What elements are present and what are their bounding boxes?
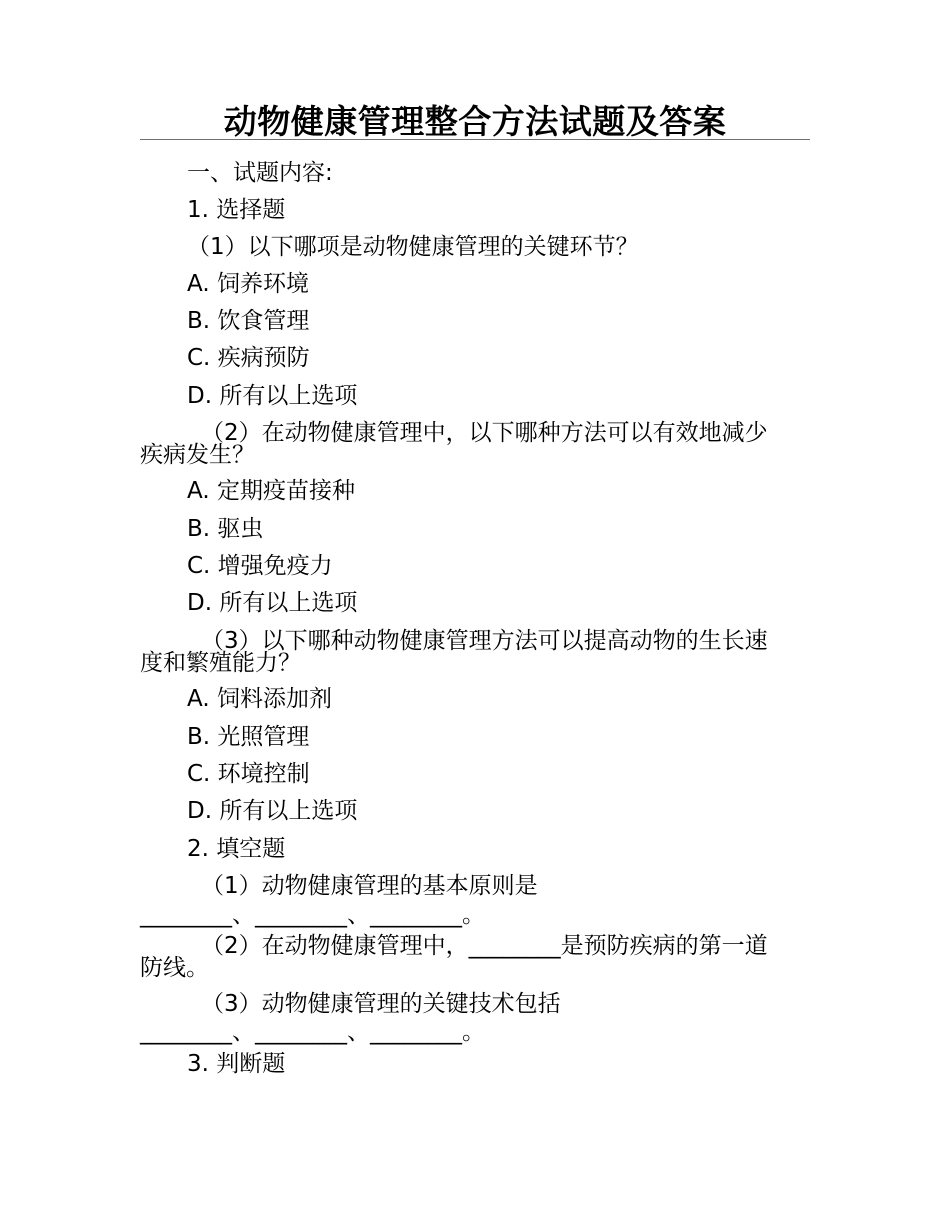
part1-heading: 1. 选择题 [187,197,286,223]
section-heading: 一、试题内容: [187,160,333,186]
q3-option-d: D. 所有以上选项 [187,798,358,824]
part2-heading: 2. 填空题 [187,836,286,862]
q3-stem-line1: （3）以下哪种动物健康管理方法可以提高动物的生长速 [201,628,768,654]
fill-q3-line1: （3）动物健康管理的关键技术包括 [201,991,561,1017]
q1-option-b: B. 饮食管理 [187,308,310,334]
page-title: 动物健康管理整合方法试题及答案 [223,102,727,141]
q2-stem-line1: （2）在动物健康管理中，以下哪种方法可以有效地减少 [201,420,768,446]
q1-option-a: A. 饲养环境 [187,271,309,297]
fill-q1-line1: （1）动物健康管理的基本原则是 [201,873,538,899]
q2-option-c: C. 增强免疫力 [187,553,333,579]
fill-q2-line1: （2）在动物健康管理中，________是预防疾病的第一道 [201,933,768,959]
q2-option-b: B. 驱虫 [187,516,264,542]
q3-option-b: B. 光照管理 [187,724,310,750]
fill-q3-line2: ________、________、________。 [140,1019,485,1045]
fill-q2-line2: 防线。 [140,955,209,981]
q1-stem: （1）以下哪项是动物健康管理的关键环节？ [187,234,639,260]
q3-option-a: A. 饲料添加剂 [187,686,332,712]
q2-option-a: A. 定期疫苗接种 [187,478,355,504]
q2-option-d: D. 所有以上选项 [187,590,358,616]
q1-option-c: C. 疾病预防 [187,345,310,371]
q3-option-c: C. 环境控制 [187,761,310,787]
part3-heading: 3. 判断题 [187,1051,286,1077]
q3-stem-line2: 度和繁殖能力？ [140,650,301,676]
q1-option-d: D. 所有以上选项 [187,383,358,409]
q2-stem-line2: 疾病发生？ [140,442,255,468]
title-underline [140,139,810,140]
fill-q1-line2: ________、________、________。 [140,902,485,928]
